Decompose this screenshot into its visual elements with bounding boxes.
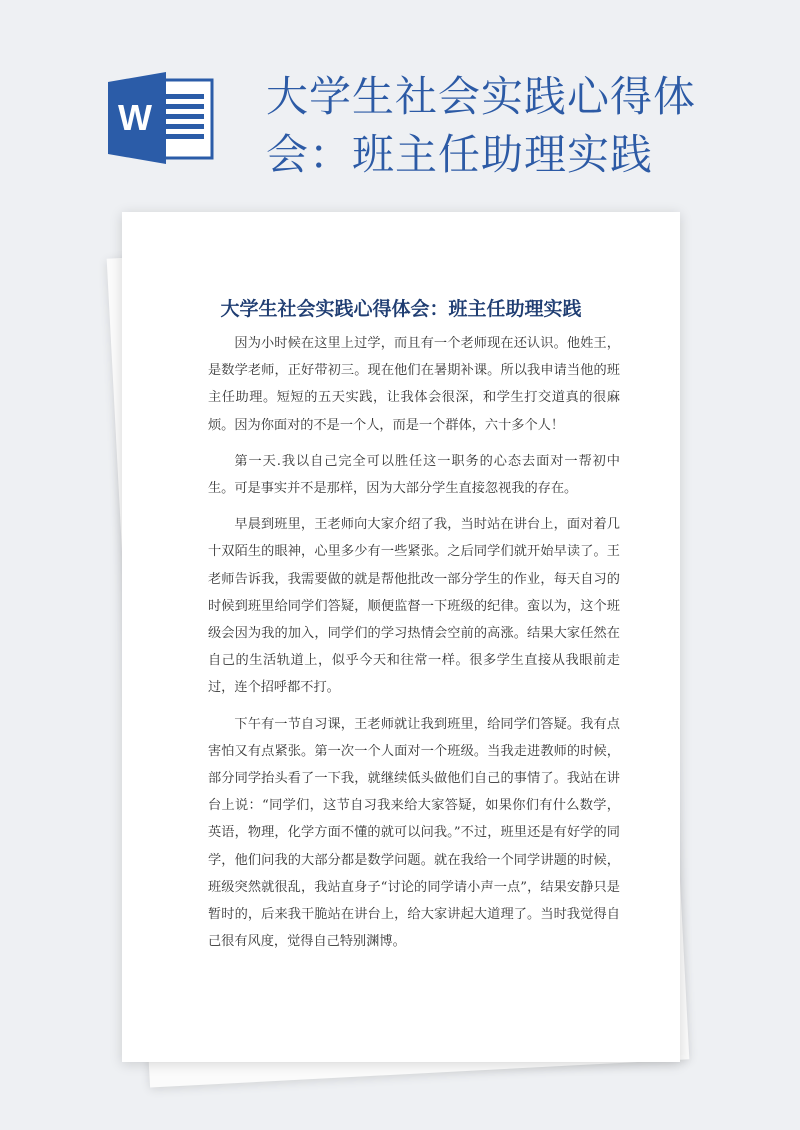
paragraph: 第一天.我以自己完全可以胜任这一职务的心态去面对一帮初中生。可是事实并不是那样，因为大部分学生直接忽视我的存在。	[208, 453, 620, 497]
paragraph: 早晨到班里，王老师向大家介绍了我，当时站在讲台上，面对着几十双陌生的眼神，心里多少有一些紧张。之后同学们就开始早读了。王老师告诉我，我需要做的就是帮他批改一部分学生的作业，每天自习的时候到班里给同学们答疑，顺便监督一下班级的纪律。蛮以为，这个班级会因为我的加入，同学们的学习热情会空前的高涨。结果大家任然在自己的生活轨道上，似乎今天和往常一样。很多学生直接从我眼前走过，连个招呼都不打。	[208, 517, 620, 696]
word-document-icon	[108, 72, 214, 164]
document-page	[122, 212, 680, 1062]
page-title: 大学生社会实践心得体会：班主任助理实践	[266, 72, 697, 179]
paragraph: 下午有一节自习课，王老师就让我到班里，给同学们答疑。我有点害怕又有点紧张。第一次一个人面对一个班级。当我走进教师的时候，部分同学抬头看了一下我，就继续低头做他们自己的事情了。我站在讲台上说：“同学们，这节自习我来给大家答疑，如果你们有什么数学，英语，物理，化学方面不懂的就可以问我。”不过，班里还是有好学的同学，他们问我的大部分都是数学问题。就在我给一个同学讲题的时候，班级突然就很乱，我站直身子“讨论的同学请小声一点”，结果安静只是暂时的，后来我干脆站在讲台上，给大家讲起大道理了。当时我觉得自己很有风度，觉得自己特别渊博。	[208, 716, 620, 950]
header	[0, 0, 800, 200]
word-icon-letter: W	[118, 97, 152, 138]
document-title: 大学生社会实践心得体会：班主任助理实践	[220, 298, 582, 320]
paragraph: 因为小时候在这里上过学，而且有一个老师现在还认识。他姓王，是数学老师，正好带初三。现在他们在暑期补课。所以我申请当他的班主任助理。短短的五天实践，让我体会很深，和学生打交道真的很麻烦。因为你面对的不是一个人，而是一个群体，六十多个人！	[208, 336, 620, 433]
document-body	[208, 330, 620, 964]
